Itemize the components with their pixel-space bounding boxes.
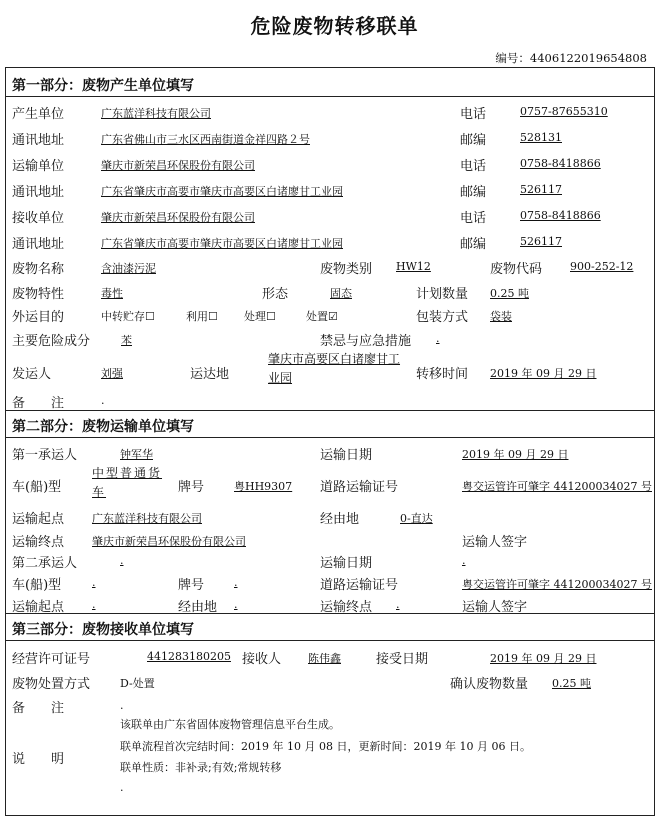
start1-value: 广东蓝洋科技有限公司 xyxy=(92,512,202,525)
part3-heading: 第三部分：废物接收单位填写 xyxy=(12,622,194,638)
waste-name-value: 含油漆污泥 xyxy=(101,262,156,275)
purpose-option-utilization: 利用☐ xyxy=(186,310,218,323)
permit2-value: 粤交运管许可肇字 441200034027 号 xyxy=(462,578,652,591)
producer-address-label: 通讯地址 xyxy=(12,133,65,148)
hazard-component-label: 主要危险成分 xyxy=(12,334,91,349)
receiver-zip-value: 526117 xyxy=(520,235,562,248)
producer-zip-label: 邮编 xyxy=(460,133,487,148)
license-value: 441283180205 xyxy=(147,650,231,663)
part1-remark-label: 备 注 xyxy=(12,396,65,411)
producer-phone-label: 电话 xyxy=(460,107,487,122)
transport-zip-label: 邮编 xyxy=(460,185,487,200)
shipper-label: 发运人 xyxy=(12,367,52,382)
start1-label: 运输起点 xyxy=(12,512,65,527)
note-line: 联单流程首次完结时间：2019 年 10 月 08 日，更新时间：2019 年 10 月 06 日。 xyxy=(120,740,531,753)
purpose-option-disposal: 处置☑ xyxy=(306,310,338,323)
producer-phone-value: 0757-87655310 xyxy=(520,105,608,118)
disposal-method-label: 废物处置方式 xyxy=(12,677,91,692)
via1-label: 经由地 xyxy=(320,512,360,527)
destination-value: 肇庆市高要区白诸廖甘工业园 xyxy=(268,352,401,385)
receiver-person-label: 接收人 xyxy=(242,652,282,667)
purpose-option-storage: 中转贮存☐ xyxy=(101,310,155,323)
part1-heading: 第一部分：废物产生单位填写 xyxy=(12,78,194,94)
purpose-option-treatment: 处理☐ xyxy=(244,310,276,323)
form-frame xyxy=(5,67,655,816)
carrier2-label: 第二承运人 xyxy=(12,556,78,571)
purpose-label: 外运目的 xyxy=(12,310,65,325)
note-line: . xyxy=(120,781,124,794)
waste-code-label: 废物代码 xyxy=(490,262,543,277)
carrier2-value: . xyxy=(120,554,124,567)
transport-unit-label: 运输单位 xyxy=(12,159,65,174)
permit1-value: 粤交运管许可肇字 441200034027 号 xyxy=(462,480,652,493)
confirm-quantity-label: 确认废物数量 xyxy=(450,677,529,692)
divider xyxy=(5,96,655,97)
planned-quantity-label: 计划数量 xyxy=(416,287,469,302)
end1-value: 肇庆市新荣昌环保股份有限公司 xyxy=(92,535,246,548)
accept-date-value: 2019 年 09 月 29 日 xyxy=(490,652,597,665)
waste-property-label: 废物特性 xyxy=(12,287,65,302)
divider xyxy=(5,640,655,641)
waste-property-value: 毒性 xyxy=(101,287,123,300)
note-line: 该联单由广东省固体废物管理信息平台生成。 xyxy=(120,718,340,731)
taboo-measures-label: 禁忌与应急措施 xyxy=(320,334,412,349)
vehicle-type2-value: . xyxy=(92,576,96,589)
ship-date2-value: . xyxy=(462,554,466,567)
ship-date2-label: 运输日期 xyxy=(320,556,373,571)
transport-phone-label: 电话 xyxy=(460,159,487,174)
ship-date1-value: 2019 年 09 月 29 日 xyxy=(462,448,569,461)
confirm-quantity-value: 0.25 吨 xyxy=(552,677,591,690)
plate1-label: 牌号 xyxy=(178,480,205,495)
receiver-address-value: 广东省肇庆市高要市肇庆市高要区白诸廖甘工业园 xyxy=(101,237,343,250)
start2-value: . xyxy=(92,598,96,611)
waste-code-value: 900-252-12 xyxy=(570,260,634,273)
divider xyxy=(5,410,655,411)
plate1-value: 粤HH9307 xyxy=(234,480,293,493)
transfer-time-value: 2019 年 09 月 29 日 xyxy=(490,367,597,380)
transport-unit-value: 肇庆市新荣昌环保股份有限公司 xyxy=(101,159,255,172)
transport-address-label: 通讯地址 xyxy=(12,185,65,200)
end1-label: 运输终点 xyxy=(12,535,65,550)
packaging-value: 袋装 xyxy=(490,310,512,323)
waste-category-value: HW12 xyxy=(396,260,431,273)
vehicle-type2-label: 车(船)型 xyxy=(12,578,62,593)
carrier1-label: 第一承运人 xyxy=(12,448,78,463)
receiver-phone-label: 电话 xyxy=(460,211,487,226)
producer-label: 产生单位 xyxy=(12,107,65,122)
part3-remark-label: 备 注 xyxy=(12,701,65,716)
vehicle-type1-value: 中型普通货车 xyxy=(92,466,163,499)
destination-label: 运达地 xyxy=(190,367,230,382)
permit1-label: 道路运输证号 xyxy=(320,480,399,495)
disposal-method-value: D-处置 xyxy=(120,677,155,690)
carrier1-value: 钟军华 xyxy=(120,448,153,461)
document-title: 危险废物转移联单 xyxy=(250,14,419,38)
sign1-label: 运输人签字 xyxy=(462,535,528,550)
taboo-measures-value: . xyxy=(436,332,440,345)
part1-remark-value: . xyxy=(101,394,105,407)
receiver-address-label: 通讯地址 xyxy=(12,237,65,252)
producer-address-value: 广东省佛山市三水区西南街道金祥四路２号 xyxy=(101,133,310,146)
sign2-label: 运输人签字 xyxy=(462,600,528,615)
via1-value: 0-直达 xyxy=(400,512,433,525)
end2-label: 运输终点 xyxy=(320,600,373,615)
ship-date1-label: 运输日期 xyxy=(320,448,373,463)
via2-label: 经由地 xyxy=(178,600,218,615)
note-line: 联单性质：非补录;有效;常规转移 xyxy=(120,761,282,774)
waste-category-label: 废物类别 xyxy=(320,262,373,277)
producer-zip-value: 528131 xyxy=(520,131,562,144)
receiver-zip-label: 邮编 xyxy=(460,237,487,252)
license-label: 经营许可证号 xyxy=(12,652,91,667)
plate2-label: 牌号 xyxy=(178,578,205,593)
transfer-time-label: 转移时间 xyxy=(416,367,469,382)
transport-zip-value: 526117 xyxy=(520,183,562,196)
transport-phone-value: 0758-8418866 xyxy=(520,157,601,170)
permit2-label: 道路运输证号 xyxy=(320,578,399,593)
note-label: 说 明 xyxy=(12,752,65,767)
end2-value: . xyxy=(396,598,400,611)
waste-name-label: 废物名称 xyxy=(12,262,65,277)
accept-date-label: 接受日期 xyxy=(376,652,429,667)
producer-value: 广东蓝洋科技有限公司 xyxy=(101,107,211,120)
hazard-component-value: 苯 xyxy=(121,334,132,347)
form-value: 固态 xyxy=(330,287,352,300)
packaging-label: 包装方式 xyxy=(416,310,469,325)
form-label: 形态 xyxy=(262,287,289,302)
receiver-unit-label: 接收单位 xyxy=(12,211,65,226)
part2-heading: 第二部分：废物运输单位填写 xyxy=(12,419,194,435)
receiver-phone-value: 0758-8418866 xyxy=(520,209,601,222)
vehicle-type1-label: 车(船)型 xyxy=(12,480,62,495)
planned-quantity-value: 0.25 吨 xyxy=(490,287,529,300)
start2-label: 运输起点 xyxy=(12,600,65,615)
divider xyxy=(5,437,655,438)
transport-address-value: 广东省肇庆市高要市肇庆市高要区白诸廖甘工业园 xyxy=(101,185,343,198)
receiver-person-value: 陈伟鑫 xyxy=(308,652,341,665)
shipper-value: 刘强 xyxy=(101,367,123,380)
part3-remark-value: . xyxy=(120,699,124,712)
document-number: 编号：4406122019654808 xyxy=(495,51,647,65)
plate2-value: . xyxy=(234,576,238,589)
via2-value: . xyxy=(234,598,238,611)
receiver-unit-value: 肇庆市新荣昌环保股份有限公司 xyxy=(101,211,255,224)
